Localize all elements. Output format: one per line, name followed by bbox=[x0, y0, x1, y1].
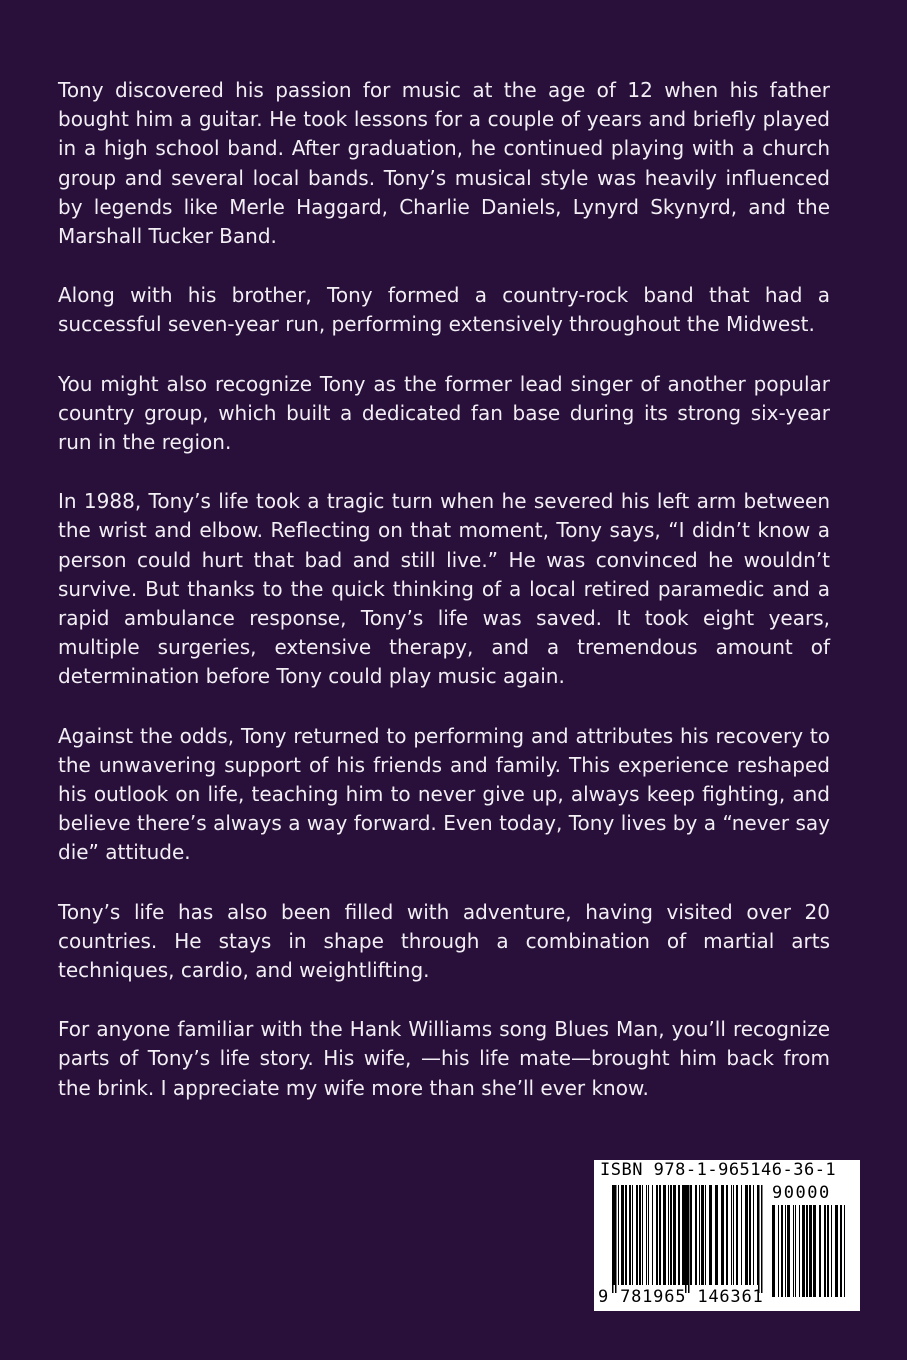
isbn-barcode bbox=[594, 1160, 860, 1311]
barcode-bar bbox=[709, 1185, 712, 1285]
barcode-bar bbox=[636, 1185, 638, 1285]
barcode-bar bbox=[715, 1185, 718, 1285]
barcode-bar bbox=[745, 1185, 748, 1285]
barcode-bar bbox=[749, 1185, 751, 1285]
barcode-bar bbox=[678, 1185, 680, 1285]
barcode-bar bbox=[793, 1205, 794, 1297]
barcode-bar bbox=[778, 1205, 779, 1297]
paragraph-country-rock-band: Along with his brother, Tony formed a country-rock band that had a successful seven-year run, performing extensively throughout the Midwest. bbox=[58, 283, 830, 337]
barcode-guard-bar bbox=[612, 1185, 614, 1293]
paragraph-early-music: Tony discovered his passion for music at the age of 12 when his father bought him a guitar. He took lessons for a couple of years and briefly played in a high school band. After graduation, he continued playing with a church group and several local bands. Tony’s musical style was heavily influenced by legends like Merle Haggard, Charlie Daniels, Lynyrd Skynyrd, and the Marshall Tucker Band. bbox=[58, 78, 830, 249]
barcode-bar bbox=[835, 1205, 838, 1297]
barcode-bar bbox=[663, 1185, 666, 1285]
barcode-bar bbox=[733, 1185, 734, 1285]
barcode-bar bbox=[701, 1185, 704, 1285]
barcode-bar bbox=[802, 1205, 805, 1297]
barcode-bar bbox=[736, 1185, 738, 1285]
ean-digits: 9 781965 146361 bbox=[598, 1287, 764, 1307]
barcode-bar bbox=[806, 1205, 808, 1297]
paragraph-adventure: Tony’s life has also been filled with adventure, having visited over 20 countries. He stays in shape through a combination of martial arts techniques, cardio, and weightlifting. bbox=[58, 899, 830, 983]
barcode-bar bbox=[673, 1185, 676, 1285]
barcode-bar bbox=[844, 1205, 845, 1297]
barcode-bar bbox=[824, 1205, 826, 1297]
barcode-guard-bar bbox=[615, 1185, 617, 1293]
barcode-bar bbox=[772, 1205, 775, 1297]
barcode-bar bbox=[799, 1205, 800, 1297]
barcode-bar bbox=[741, 1185, 742, 1285]
barcode-bar bbox=[690, 1185, 692, 1285]
barcode-bar bbox=[695, 1185, 697, 1285]
barcode-bar bbox=[781, 1205, 783, 1297]
barcode-bar bbox=[699, 1185, 700, 1285]
barcode-bar bbox=[753, 1185, 754, 1285]
barcode-bar bbox=[787, 1205, 790, 1297]
barcode-bar bbox=[621, 1185, 624, 1285]
barcode-guard-bar bbox=[761, 1185, 763, 1293]
barcode-bar bbox=[632, 1185, 633, 1285]
barcode-bar bbox=[840, 1205, 842, 1297]
paragraph-blues-man: For anyone familiar with the Hank Williams song Blues Man, you’ll recognize parts of Tony’s life story. His wife, —his life mate—brought him back from the brink. I appreciate my wife more than she’ll ever know. bbox=[58, 1017, 830, 1100]
barcode-bar bbox=[652, 1185, 653, 1285]
barcode-bar bbox=[659, 1185, 661, 1285]
barcode-bar bbox=[656, 1185, 658, 1285]
barcode-bar bbox=[795, 1205, 796, 1297]
barcode-bar bbox=[726, 1185, 728, 1285]
barcode-bar bbox=[721, 1185, 724, 1285]
isbn-label: ISBN 978-1-965146-36-1 bbox=[600, 1160, 837, 1180]
paragraph-recovery: Against the odds, Tony returned to performing and attributes his recovery to the unwavering support of his friends and family. This experience reshaped his outlook on life, teaching him to never give up, always keep fighting, and believe there’s always a way forward. Even today, Tony lives by a “never say die” attitude. bbox=[58, 723, 830, 865]
barcode-bar bbox=[809, 1205, 812, 1297]
barcode-bar bbox=[827, 1205, 829, 1297]
barcode-bar bbox=[629, 1185, 631, 1285]
barcode-bar bbox=[731, 1185, 732, 1285]
barcode-bar bbox=[813, 1205, 816, 1297]
barcode-guard-bar bbox=[758, 1185, 760, 1293]
back-cover-text bbox=[58, 76, 830, 1133]
barcode-bar bbox=[648, 1185, 649, 1285]
barcode-bar bbox=[682, 1185, 685, 1285]
barcode-guard-bar bbox=[685, 1185, 687, 1293]
barcode-bar bbox=[639, 1185, 641, 1285]
barcode-bar bbox=[668, 1185, 669, 1285]
barcode-bar bbox=[618, 1185, 619, 1285]
barcode-bar bbox=[705, 1185, 706, 1285]
barcode-bar bbox=[785, 1205, 786, 1297]
paragraph-lead-singer: You might also recognize Tony as the former lead singer of another popular country group, which built a dedicated fan base during its strong six-year run in the region. bbox=[58, 371, 830, 455]
barcode-bar bbox=[670, 1185, 672, 1285]
barcode-bar bbox=[625, 1185, 627, 1285]
paragraph-accident: In 1988, Tony’s life took a tragic turn when he severed his left arm between the wrist and elbow. Reflecting on that moment, Tony says, “I didn’t know a person could hurt that bad and still live.” He was convinced he wouldn’t survive. But thanks to the quick thinking of a local retired paramedic and a rapid ambulance response, Tony’s life was saved. It took eight years, multiple surgeries, extensive therapy, and a tremendous amount of determination before Tony could play music again. bbox=[58, 489, 830, 689]
barcode-bar bbox=[819, 1205, 821, 1297]
barcode-bar bbox=[646, 1185, 647, 1285]
barcode-guard-bar bbox=[688, 1185, 690, 1293]
barcode-bar bbox=[831, 1205, 832, 1297]
barcode-bar bbox=[642, 1185, 643, 1285]
addon-code: 90000 bbox=[772, 1183, 831, 1203]
